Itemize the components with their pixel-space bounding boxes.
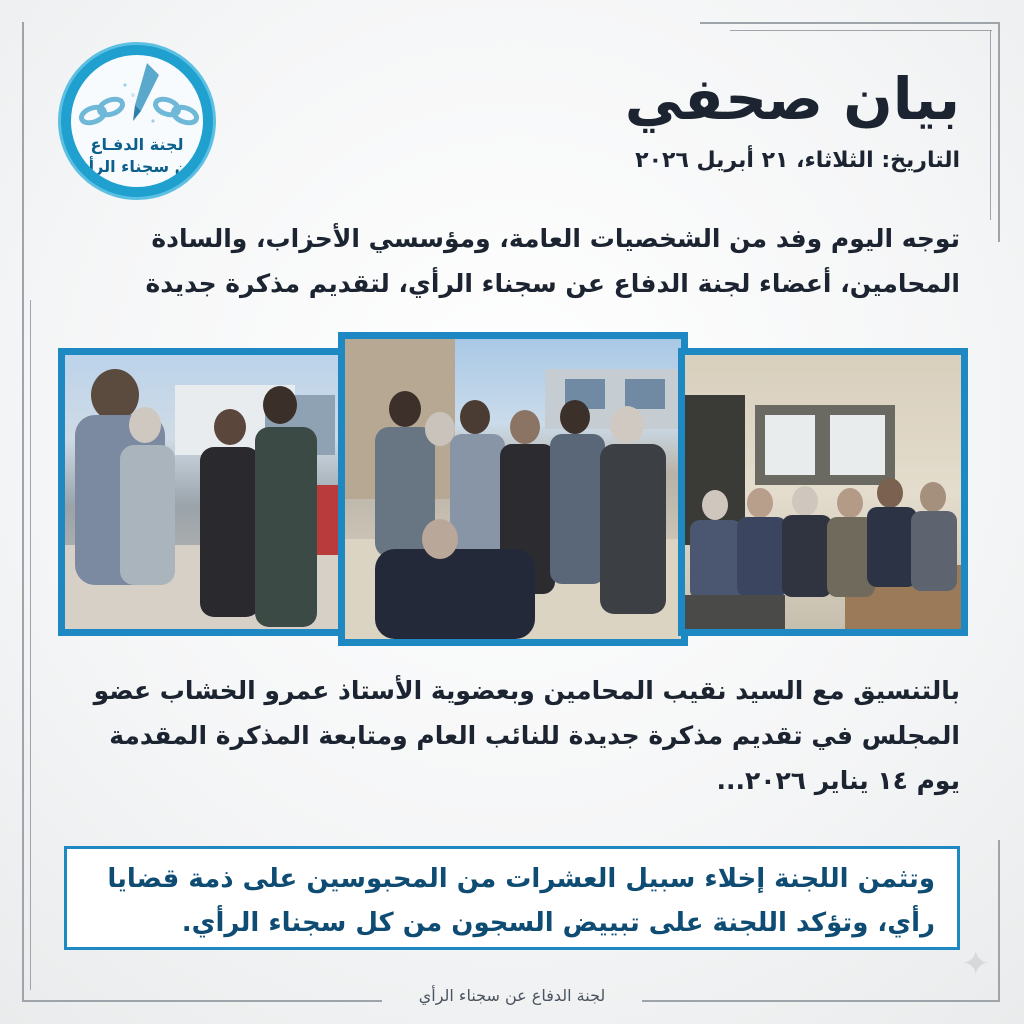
- intro-paragraph: [60, 216, 960, 306]
- intro-line-2: المحامين، أعضاء لجنة الدفاع عن سجناء الرأي، لتقديم مذكرة جديدة: [145, 269, 960, 298]
- callout-text: [87, 857, 935, 945]
- callout-line-1: وتثمن اللجنة إخلاء سبيل العشرات من المحبوسين على ذمة قضايا: [107, 864, 935, 894]
- callout-line-2: رأي، وتؤكد اللجنة على تبييض السجون من كل سجناء الرأي.: [181, 908, 935, 938]
- logo-line-2: عن سجناء الرأى: [73, 157, 201, 176]
- statement-date: التاريخ: الثلاثاء، ٢١ أبريل ٢٠٢٦: [635, 148, 960, 173]
- logo-line-1: لجنة الدفـاع: [90, 135, 184, 154]
- body-line-2: المجلس في تقديم مذكرة جديدة للنائب العام ومتابعة المذكرة المقدمة: [109, 721, 960, 750]
- photo-center: [338, 332, 688, 646]
- committee-logo: [58, 42, 216, 200]
- page-title: بيان صحفي: [624, 65, 960, 133]
- body-line-3: يوم ١٤ يناير ٢٠٢٦...: [716, 766, 960, 795]
- footer-text: لجنة الدفاع عن سجناء الرأي: [418, 986, 606, 1005]
- intro-line-1: توجه اليوم وفد من الشخصيات العامة، ومؤسسي الأحزاب، والسادة: [151, 224, 960, 253]
- photo-left: [58, 348, 348, 636]
- body-paragraph: [60, 668, 960, 803]
- sparkle-icon: ✦: [961, 944, 990, 984]
- body-line-1: بالتنسيق مع السيد نقيب المحامين وبعضوية الأستاذ عمرو الخشاب عضو: [93, 676, 960, 705]
- callout-box: [64, 846, 960, 950]
- photo-right: [678, 348, 968, 636]
